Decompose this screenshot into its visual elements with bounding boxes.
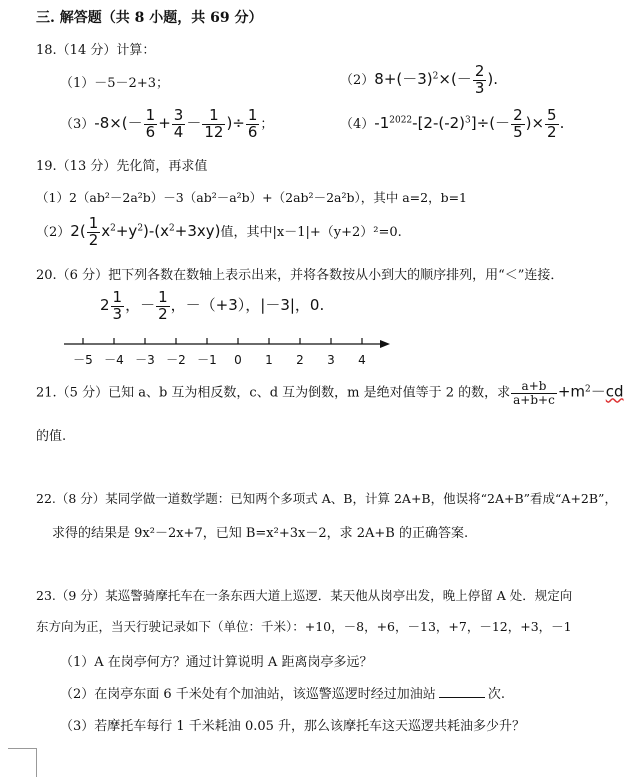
q21-tail-b: － (590, 382, 606, 401)
q18-p3-label: （3） (60, 116, 95, 132)
q23-line2: 东方向为正，当天行驶记录如下（单位：千米）：+10，－8，+6，－13，+7，－12，+3，－1 (36, 619, 572, 634)
q18-f6-den: 2 (547, 122, 557, 141)
q19-part1: （1）2（ab²－2a²b）－3（ab²－a²b）+（2ab²－2a²b），其中 a=2，b=1 (36, 190, 468, 205)
q19-p2-tail: 值，其中|x－1|+（y+2）²=0. (220, 224, 402, 240)
q19-p2-exp1: 2 (110, 223, 116, 234)
q18-p2-frac-num: 2 (474, 62, 485, 80)
q19-p2-b: x (101, 221, 111, 240)
q21-line2: 的值. (36, 429, 67, 444)
q18-p2-a: 8+(－3) (374, 69, 433, 88)
q19-part2 (36, 216, 402, 249)
number-line-tick-label: 3 (327, 353, 335, 367)
q22-line2: 求得的结果是 9x²－2x+7，已知 B=x²+3x－2，求 2A+B 的正确答案. (52, 526, 469, 541)
q19-p2-c: +y (115, 221, 138, 240)
q20-numbers (100, 290, 324, 323)
q18-p4-exp2: 3 (465, 115, 471, 126)
q18-p1-label: （1） (60, 76, 95, 91)
q18-f2-den: 4 (173, 122, 184, 141)
number-line-tick-label: －3 (135, 353, 155, 367)
q20-sep1: ，－ (125, 295, 156, 314)
q19-p2-label: （2） (36, 224, 71, 240)
q18-p4-d: )× (525, 113, 545, 132)
q21-stem: 21.（5 分）已知 a、b 互为相反数，c、d 互为倒数，m 是绝对值等于 2 的数，求 (36, 385, 511, 401)
q18-part3 (60, 108, 273, 141)
q19-p2-exp2: 2 (137, 223, 144, 234)
q18-p1-expr: －5－2+3； (94, 76, 169, 91)
q18-p2-exp: 2 (432, 71, 439, 82)
q18-part4 (340, 108, 564, 141)
q18-part1 (60, 72, 169, 91)
q18-f1-den: 6 (145, 122, 156, 141)
q18-p3-minus: － (186, 113, 202, 132)
q18-p4-e: . (559, 113, 565, 132)
q18-f3-den: 12 (204, 122, 224, 141)
q23-p2-text: （2）在岗亭东面 6 千米处有个加油站，该巡警巡逻时经过加油站 (60, 687, 436, 702)
number-line-tick-label: －2 (166, 353, 186, 367)
number-line-tick-label: －5 (73, 353, 93, 367)
page-corner-mark (8, 748, 37, 777)
q18-p3-div: )÷ (226, 113, 245, 132)
q23-part3: （3）若摩托车每行 1 千米耗油 0.05 升，那么该摩托车这天巡逻共耗油多少升？ (60, 719, 526, 734)
number-line-tick-label: －1 (197, 353, 217, 367)
q20-n1-frac-num: 1 (112, 288, 123, 306)
q20-rest: ，－（+3），|－3|，0. (170, 295, 325, 314)
q20-n2-frac-den: 2 (158, 304, 168, 323)
q18-p4-exp1: 2022 (389, 115, 413, 126)
q18-p2-frac-den: 3 (474, 78, 485, 97)
q20-n1-whole: 2 (100, 295, 110, 314)
number-line-tick-label: 4 (358, 353, 366, 367)
q23-part1: （1）A 在岗亭何方？通过计算说明 A 距离岗亭多远？ (60, 655, 373, 670)
q21-tail-a: +m (557, 382, 586, 401)
number-line (60, 334, 400, 374)
q23-line1: 23.（9 分）某巡警骑摩托车在一条东西大道上巡逻．某天他从岗亭出发，晚上停留 A 处．规定向 (36, 588, 573, 603)
q18-f4-den: 6 (247, 122, 258, 141)
q18-p3-a: -8×(－ (94, 113, 143, 132)
q18-f5-den: 5 (513, 122, 523, 141)
q18-p4-a: -1 (374, 113, 390, 132)
q18-p2-b: ×(－ (438, 69, 472, 88)
q18-f4-num: 1 (247, 106, 258, 124)
q18-p3-plus: + (158, 113, 171, 132)
q19-p2-e: +3xy) (174, 221, 221, 240)
q21-tail-c: cd (605, 382, 624, 401)
number-line-tick-label: 0 (234, 353, 242, 367)
q20-n2-frac-num: 1 (158, 288, 168, 306)
q18-p2-label: （2） (340, 72, 375, 88)
q19-p2-a: 2( (70, 221, 86, 240)
q21-frac-num: a+b (511, 380, 557, 394)
q19-p2-exp3: 2 (169, 223, 175, 234)
q18-f3-num: 1 (202, 108, 225, 125)
q19-p2-frac-num: 1 (88, 214, 99, 232)
q18-f6-num: 5 (547, 106, 557, 124)
q20-stem: 20.（6 分）把下列各数在数轴上表示出来，并将各数按从小到大的顺序排列，用“＜”连接． (36, 268, 564, 283)
q20-n1-frac-den: 3 (112, 304, 123, 323)
q19-stem: 19.（13 分）先化简，再求值 (36, 159, 208, 174)
q19-p2-frac-den: 2 (88, 230, 99, 249)
q19-p2-d: )-(x (143, 221, 170, 240)
number-line-tick-label: 2 (296, 353, 304, 367)
q23-part2 (60, 683, 505, 702)
section-title: 三. 解答题（共 8 小题，共 69 分） (36, 10, 263, 26)
number-line-arrow (380, 340, 390, 348)
q21-frac-den: a+b+c (513, 392, 555, 407)
q18-f2-num: 3 (173, 106, 184, 124)
q22-line1: 22.（8 分）某同学做一道数学题：已知两个多项式 A、B，计算 2A+B，他误将“2A+B”看成“A+2B”， (36, 491, 617, 506)
q18-f1-num: 1 (145, 106, 156, 124)
q18-p3-end: ； (260, 116, 274, 132)
q18-p4-c: ]÷(－ (470, 113, 511, 132)
q21-exp: 2 (585, 384, 591, 395)
q18-part2 (340, 64, 498, 97)
q23-answer-blank[interactable] (439, 685, 485, 698)
number-line-tick-label: 1 (265, 353, 273, 367)
q21-line1 (36, 380, 624, 406)
number-line-tick-label: －4 (104, 353, 124, 367)
q18-f5-num: 2 (513, 106, 523, 124)
q23-p2-suffix: 次. (487, 687, 505, 702)
q18-p2-c: ). (487, 69, 498, 88)
q18-stem: 18.（14 分）计算： (36, 43, 156, 58)
q18-p4-b: -[2-(-2) (412, 113, 466, 132)
q18-p4-label: （4） (340, 116, 375, 132)
